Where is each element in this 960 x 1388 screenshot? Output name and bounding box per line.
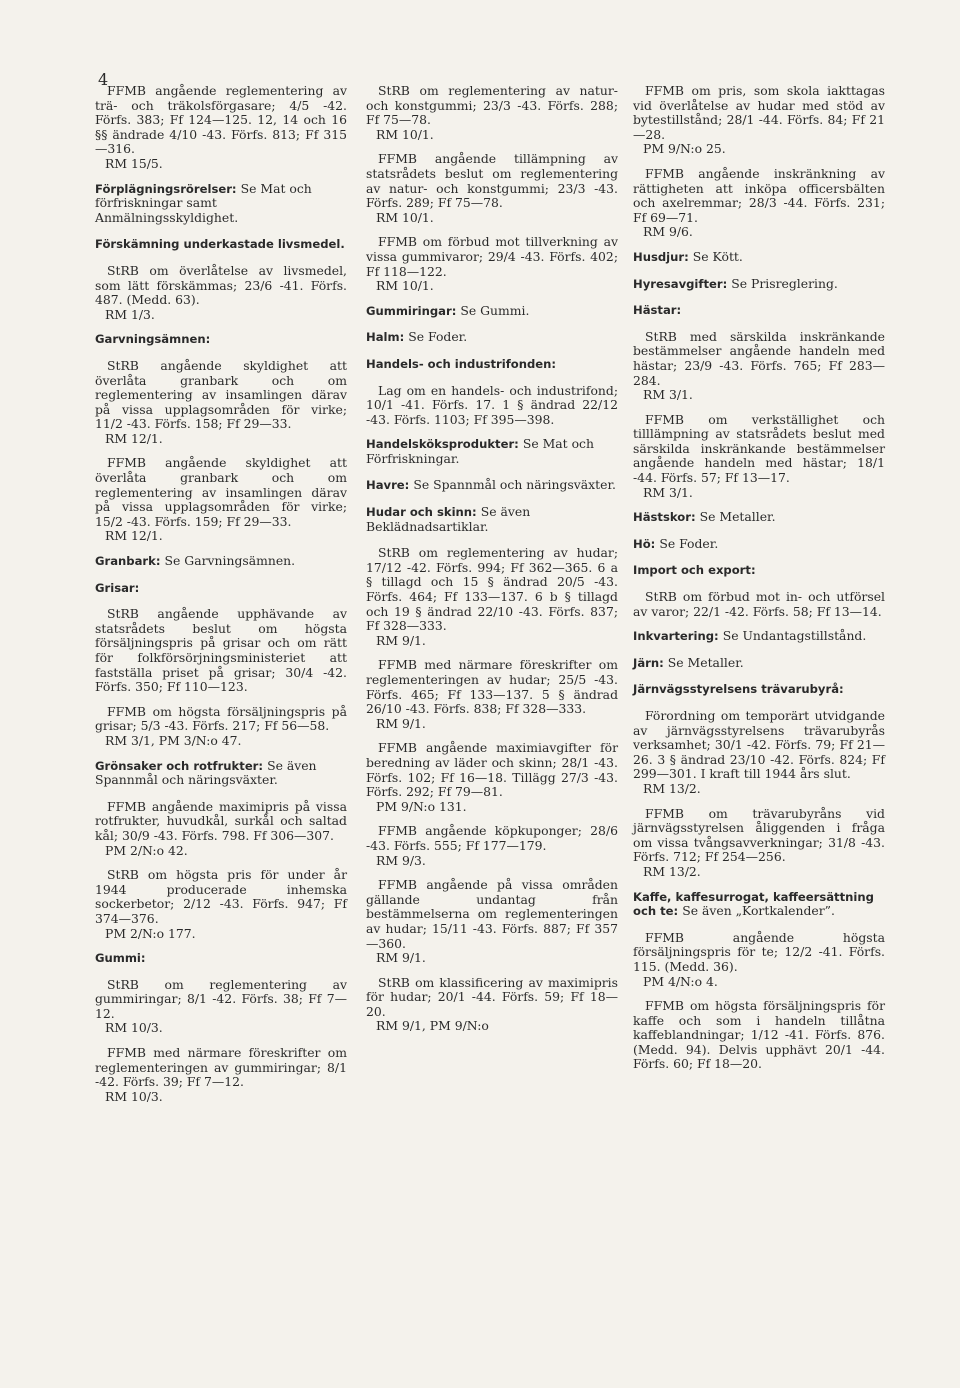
section-heading	[95, 182, 347, 226]
section-heading	[633, 629, 885, 644]
entry-reference: RM 12/1.	[105, 430, 163, 446]
entry-reference: PM 2/N:o 42.	[105, 842, 188, 858]
section-heading	[366, 357, 618, 372]
index-entry	[633, 590, 885, 619]
index-entry	[633, 999, 885, 1072]
index-entry	[633, 330, 885, 403]
entry-text: FFMB angående skyldighet att överlåta granbark och om reglementering av insamlingen därav på vissa upplagsområden för virke; 15/2 -43. Förfs. 159; Ff 29—33.	[95, 455, 347, 529]
page-number: 4	[98, 70, 109, 89]
heading-crossref: Se Mat och Förfriskningar.	[366, 436, 594, 466]
entry-reference: RM 10/3.	[105, 1088, 163, 1104]
heading-crossref: Se Prisreglering.	[731, 275, 838, 291]
entry-text: StRB med särskilda inskränkande bestämmelser angående handeln med hästar; 23/9 -43. Förfs. 765; Ff 283—284.	[633, 328, 885, 388]
entry-reference: RM 9/1.	[376, 632, 426, 648]
entry-text: FFMB med närmare föreskrifter om reglementeringen av hudar; 25/5 -43. Förfs. 465; Ff 133—137. 5 § ändrad 26/10 -43. Förfs. 838; Ff 328—333.	[366, 657, 618, 717]
index-entry	[95, 607, 347, 695]
entry-reference: RM 9/3.	[376, 852, 426, 868]
entry-reference: RM 9/1, PM 9/N:o	[376, 1018, 489, 1034]
entry-reference: RM 10/1.	[376, 126, 434, 142]
entry-text: Förordning om temporärt utvidgande av järnvägsstyrelsens trävarubyrås verksamhet; 30/1 -42. Förfs. 79; Ff 21—26. 3 § ändrad 23/10 -42. Förfs. 824; Ff 299—301. I kraft till 1944 års slut.	[633, 708, 885, 782]
entry-text: StRB angående upphävande av statsrådets beslut om högsta försäljningspris på grisar och om rätt för folkförsörjningsministeriet att fastställa priset på grisar; 30/4 -42. Förfs. 350; Ff 110—123.	[95, 606, 347, 695]
index-entry	[366, 546, 618, 648]
heading-label: Gummiringar:	[366, 303, 457, 318]
section-heading	[95, 332, 347, 347]
section-heading	[633, 537, 885, 552]
index-entry	[95, 1046, 347, 1104]
entry-text: StRB om reglementering av gummiringar; 8/1 -42. Förfs. 38; Ff 7—12.	[95, 976, 347, 1021]
heading-crossref: Se även Spannmål och näringsväxter.	[95, 757, 317, 788]
entry-text: StRB om klassificering av maximipris för hudar; 20/1 -44. Förfs. 59; Ff 18—20.	[366, 974, 618, 1019]
heading-crossref: Se Foder.	[408, 329, 468, 345]
index-entry	[95, 359, 347, 447]
entry-text: FFMB angående maximipris på vissa rotfrukter, huvudkål, surkål och saltad kål; 30/9 -43. Förfs. 798. Ff 306—307.	[95, 798, 347, 843]
section-heading	[366, 478, 618, 493]
entry-text: FFMB om verkställighet och tilllämpning av statsrådets beslut med särskilda inskränkande bestämmelser angående handeln med hästar; 18/1 -44. Förfs. 57; Ff 13—17.	[633, 411, 885, 486]
index-entry	[366, 976, 618, 1034]
section-heading	[95, 554, 347, 569]
heading-crossref: Se även „Kortkalender”.	[682, 903, 835, 919]
index-entry	[366, 152, 618, 225]
section-heading	[366, 505, 618, 534]
index-entry	[633, 413, 885, 501]
entry-text: FFMB med närmare föreskrifter om reglementeringen av gummiringar; 8/1 -42. Förfs. 39; Ff 7—12.	[95, 1045, 347, 1090]
heading-crossref: Se Metaller.	[699, 509, 776, 525]
section-heading	[95, 237, 347, 252]
heading-label: Hyresavgifter:	[633, 276, 728, 291]
entry-reference: RM 10/1.	[376, 209, 434, 225]
entry-text: FFMB om pris, som skola iakttagas vid överlåtelse av hudar med stöd av bytestillstånd; 28/1 -44. Förfs. 84; Ff 21—28.	[633, 83, 885, 142]
heading-label: Förskämning underkastade livsmedel.	[95, 237, 345, 252]
heading-label: Husdjur:	[633, 249, 689, 264]
heading-label: Förplägningsrörelser:	[95, 181, 237, 196]
entry-reference: PM 9/N:o 25.	[643, 141, 726, 157]
index-entry	[366, 824, 618, 868]
entry-text: StRB om överlåtelse av livsmedel, som lätt förskämmas; 23/6 -41. Förfs. 487. (Medd. 63).	[95, 262, 347, 308]
section-heading	[633, 656, 885, 671]
entry-reference: RM 12/1.	[105, 528, 163, 544]
entry-text: FFMB angående inskränkning av rättigheten att inköpa officersbälten och axelremmar; 28/3 -44. Förfs. 231; Ff 69—71.	[633, 165, 885, 225]
entry-text: FFMB om högsta försäljningspris på grisar; 5/3 -43. Förfs. 217; Ff 56—58.	[95, 703, 347, 734]
index-entry	[366, 84, 618, 142]
heading-label: Järnvägsstyrelsens trävarubyrå:	[633, 682, 844, 697]
heading-label: Hudar och skinn:	[366, 505, 477, 520]
index-entry	[95, 456, 347, 544]
index-entry	[366, 878, 618, 966]
index-entry	[95, 705, 347, 749]
heading-label: Import och export:	[633, 563, 756, 578]
section-heading	[366, 437, 618, 466]
index-entry	[633, 807, 885, 880]
entry-text: StRB om förbud mot in- och utförsel av varor; 22/1 -42. Förfs. 58; Ff 13—14.	[633, 589, 885, 619]
section-heading	[366, 330, 618, 345]
heading-crossref: Se Kött.	[692, 248, 743, 264]
section-heading	[95, 759, 347, 788]
entry-text: FFMB om högsta försäljningspris för kaffe och som i handeln tillåtna kaffeblandningar; 1/12 -41. Förfs. 876. (Medd. 94). Delvis upphävt 20/1 -44. Förfs. 60; Ff 18—20.	[633, 998, 885, 1072]
entry-text: FFMB angående reglementering av trä- och träkolsförgasare; 4/5 -42. Förfs. 383; Ff 124—125. 12, 14 och 16 §§ ändrade 4/10 -43. Förfs. 813; Ff 315—316.	[95, 83, 347, 157]
entry-text: StRB angående skyldighet att överlåta granbark och om reglementering av insamlingen därav på vissa upplagsområden för virke; 11/2 -43. Förfs. 158; Ff 29—33.	[95, 357, 347, 432]
section-heading	[633, 303, 885, 318]
index-entry	[95, 264, 347, 322]
index-entry	[633, 167, 885, 240]
heading-label: Hästar:	[633, 303, 682, 318]
entry-reference: RM 13/2.	[643, 863, 701, 879]
entry-reference: RM 13/2.	[643, 780, 701, 796]
heading-crossref: Se Foder.	[659, 535, 719, 551]
entry-text: FFMB angående högsta försäljningspris för te; 12/2 -41. Förfs. 115. (Medd. 36).	[633, 929, 885, 974]
heading-label: Inkvartering:	[633, 629, 719, 644]
entry-text: StRB om högsta pris för under år 1944 producerade inhemska sockerbetor; 2/12 -43. Förfs. 947; Ff 374—376.	[95, 867, 347, 926]
heading-crossref: Se Mat och förfriskningar samt Anmälningsskyldighet.	[95, 180, 312, 225]
index-entry	[95, 868, 347, 941]
column-right	[633, 84, 885, 1082]
entry-text: StRB om reglementering av natur- och konstgummi; 23/3 -43. Förfs. 288; Ff 75—78.	[366, 83, 618, 128]
entry-text: FFMB angående maximiavgifter för beredning av läder och skinn; 28/1 -43. Förfs. 102; Ff 16—18. Tillägg 27/3 -43. Förfs. 292; Ff 79—81.	[366, 740, 618, 800]
heading-label: Halm:	[366, 330, 405, 345]
section-heading	[95, 581, 347, 596]
heading-label: Gummi:	[95, 951, 146, 966]
section-heading	[633, 682, 885, 697]
heading-label: Hö:	[633, 536, 656, 551]
heading-crossref: Se även Beklädnadsartiklar.	[366, 504, 531, 534]
index-entry	[95, 84, 347, 172]
entry-reference: RM 10/3.	[105, 1020, 163, 1036]
entry-reference: RM 9/6.	[643, 224, 693, 240]
index-entry	[366, 235, 618, 293]
index-entry	[633, 931, 885, 989]
column-middle	[366, 84, 618, 1044]
entry-text: FFMB angående köpkuponger; 28/6 -43. Förfs. 555; Ff 177—179.	[366, 823, 618, 853]
entry-text: FFMB om förbud mot tillverkning av vissa gummivaror; 29/4 -43. Förfs. 402; Ff 118—122.	[366, 234, 618, 279]
index-entry	[95, 800, 347, 858]
entry-reference: PM 2/N:o 177.	[105, 925, 196, 941]
section-heading	[366, 304, 618, 319]
section-heading	[95, 951, 347, 966]
heading-label: Handels- och industrifonden:	[366, 356, 557, 371]
entry-reference: RM 15/5.	[105, 155, 163, 171]
section-heading	[633, 890, 885, 919]
heading-crossref: Se Gummi.	[460, 302, 530, 318]
entry-reference: RM 3/1, PM 3/N:o 47.	[105, 732, 242, 748]
entry-reference: PM 4/N:o 4.	[643, 973, 718, 989]
heading-crossref: Se Metaller.	[667, 654, 744, 670]
index-entry	[366, 658, 618, 731]
index-entry	[95, 978, 347, 1036]
heading-label: Granbark:	[95, 554, 161, 569]
entry-text: FFMB angående på vissa områden gällande undantag från bestämmelserna om reglementeringen av hudar; 15/11 -43. Förfs. 887; Ff 357—360.	[366, 877, 618, 951]
entry-text: Lag om en handels- och industrifond; 10/1 -41. Förfs. 17. 1 § ändrad 22/12 -43. Förfs. 1103; Ff 395—398.	[366, 382, 618, 427]
heading-label: Havre:	[366, 478, 410, 493]
heading-label: Garvningsämnen:	[95, 332, 211, 347]
index-entry	[633, 84, 885, 157]
heading-label: Kaffe, kaffesurrogat, kaffeersättning och te:	[633, 889, 874, 919]
entry-reference: RM 1/3.	[105, 306, 155, 322]
entry-reference: PM 9/N:o 131.	[376, 798, 467, 814]
entry-reference: RM 10/1.	[376, 278, 434, 294]
section-heading	[633, 510, 885, 525]
entry-reference: RM 9/1.	[376, 715, 426, 731]
heading-crossref: Se Spannmål och näringsväxter.	[413, 477, 616, 493]
section-heading	[633, 277, 885, 292]
entry-reference: RM 9/1.	[376, 950, 426, 966]
entry-text: FFMB angående tillämpning av statsrådets beslut om reglementering av natur- och konstgummi; 23/3 -43. Förfs. 289; Ff 75—78.	[366, 151, 618, 211]
heading-label: Grisar:	[95, 580, 140, 595]
heading-label: Grönsaker och rotfrukter:	[95, 758, 264, 773]
section-heading	[633, 250, 885, 265]
heading-label: Hästskor:	[633, 510, 696, 525]
index-entry	[366, 741, 618, 814]
heading-crossref: Se Undantagstillstånd.	[722, 628, 867, 644]
section-heading	[633, 563, 885, 578]
entry-reference: RM 3/1.	[643, 387, 693, 403]
index-entry	[633, 709, 885, 797]
entry-text: StRB om reglementering av hudar; 17/12 -42. Förfs. 994; Ff 362—365. 6 a § tillagd och 15 § ändrad 20/5 -43. Förfs. 464; Ff 133—137. 6 b § tillagd och 19 § ändrad 22/10 -43. Förfs. 837; Ff 328—333.	[366, 545, 618, 634]
heading-crossref: Se Garvningsämnen.	[164, 553, 296, 569]
heading-label: Järn:	[633, 655, 664, 670]
index-entry	[366, 384, 618, 428]
column-left	[95, 84, 347, 1114]
entry-reference: RM 3/1.	[643, 484, 693, 500]
entry-text: FFMB om trävarubyråns vid järnvägsstyrelsen åliggenden i fråga om vissa tvångsavverkningar; 31/8 -43. Förfs. 712; Ff 254—256.	[633, 805, 885, 865]
heading-label: Handelsköksprodukter:	[366, 437, 519, 452]
